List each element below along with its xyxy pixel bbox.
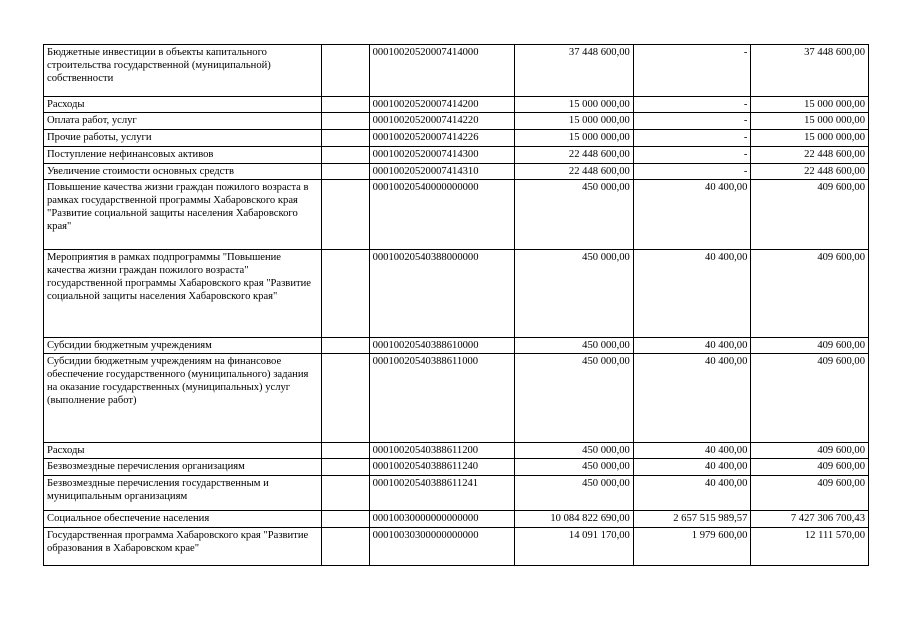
budget-execution-table	[43, 44, 869, 566]
row-unexecuted-cell: 409 600,00	[751, 250, 869, 338]
table-row	[44, 476, 869, 511]
row-executed-cell: 40 400,00	[633, 459, 751, 476]
row-empty-cell	[322, 528, 369, 566]
table-row	[44, 164, 869, 180]
row-name-cell: Поступление нефинансовых активов	[44, 147, 322, 164]
row-name-cell: Расходы	[44, 443, 322, 459]
row-name-cell: Мероприятия в рамках подпрограммы "Повышение качества жизни граждан пожилого возраста" государственной программы Хабаровского края "Развитие социальной защиты населения Хабаровского края"	[44, 250, 322, 338]
row-approved-cell: 450 000,00	[515, 459, 634, 476]
row-executed-cell: 40 400,00	[633, 250, 751, 338]
row-name-cell: Бюджетные инвестиции в объекты капитального строительства государственной (муниципальной) собственности	[44, 45, 322, 97]
row-unexecuted-cell: 15 000 000,00	[751, 113, 869, 130]
row-approved-cell: 450 000,00	[515, 476, 634, 511]
row-unexecuted-cell: 7 427 306 700,43	[751, 511, 869, 528]
row-executed-cell: -	[633, 45, 751, 97]
table-row	[44, 147, 869, 164]
row-approved-cell: 15 000 000,00	[515, 113, 634, 130]
row-code-cell: 00010020540388611200	[369, 443, 515, 459]
table-row	[44, 354, 869, 443]
row-empty-cell	[322, 511, 369, 528]
row-name-cell: Оплата работ, услуг	[44, 113, 322, 130]
row-approved-cell: 450 000,00	[515, 443, 634, 459]
row-unexecuted-cell: 15 000 000,00	[751, 97, 869, 113]
row-approved-cell: 450 000,00	[515, 354, 634, 443]
row-name-cell: Социальное обеспечение населения	[44, 511, 322, 528]
row-empty-cell	[322, 476, 369, 511]
row-executed-cell: -	[633, 147, 751, 164]
row-name-cell: Государственная программа Хабаровского края "Развитие образования в Хабаровском крае"	[44, 528, 322, 566]
row-empty-cell	[322, 180, 369, 250]
row-executed-cell: -	[633, 130, 751, 147]
row-code-cell: 00010030300000000000	[369, 528, 515, 566]
row-executed-cell: 40 400,00	[633, 354, 751, 443]
row-code-cell: 00010020540388611240	[369, 459, 515, 476]
row-name-cell: Субсидии бюджетным учреждениям	[44, 338, 322, 354]
table-row	[44, 528, 869, 566]
row-empty-cell	[322, 113, 369, 130]
row-name-cell: Безвозмездные перечисления государственным и муниципальным организациям	[44, 476, 322, 511]
row-code-cell: 00010020540388610000	[369, 338, 515, 354]
row-unexecuted-cell: 409 600,00	[751, 459, 869, 476]
row-code-cell: 00010020520007414310	[369, 164, 515, 180]
row-unexecuted-cell: 37 448 600,00	[751, 45, 869, 97]
table-row	[44, 113, 869, 130]
row-executed-cell: 40 400,00	[633, 443, 751, 459]
row-executed-cell: -	[633, 113, 751, 130]
table-row	[44, 511, 869, 528]
row-code-cell: 00010020520007414200	[369, 97, 515, 113]
row-approved-cell: 37 448 600,00	[515, 45, 634, 97]
row-empty-cell	[322, 354, 369, 443]
row-code-cell: 00010020520007414000	[369, 45, 515, 97]
row-code-cell: 00010020520007414226	[369, 130, 515, 147]
table-row	[44, 130, 869, 147]
row-name-cell: Безвозмездные перечисления организациям	[44, 459, 322, 476]
row-executed-cell: -	[633, 164, 751, 180]
row-empty-cell	[322, 97, 369, 113]
row-unexecuted-cell: 409 600,00	[751, 443, 869, 459]
row-name-cell: Повышение качества жизни граждан пожилого возраста в рамках государственной программы Хабаровского края "Развитие социальной защиты населения Хабаровского края"	[44, 180, 322, 250]
row-approved-cell: 10 084 822 690,00	[515, 511, 634, 528]
row-empty-cell	[322, 443, 369, 459]
row-unexecuted-cell: 409 600,00	[751, 476, 869, 511]
row-code-cell: 00010020520007414300	[369, 147, 515, 164]
row-unexecuted-cell: 15 000 000,00	[751, 130, 869, 147]
row-executed-cell: 40 400,00	[633, 180, 751, 250]
row-code-cell: 00010030000000000000	[369, 511, 515, 528]
row-unexecuted-cell: 409 600,00	[751, 354, 869, 443]
row-empty-cell	[322, 338, 369, 354]
table-body	[44, 45, 869, 566]
row-empty-cell	[322, 130, 369, 147]
row-executed-cell: -	[633, 97, 751, 113]
row-name-cell: Увеличение стоимости основных средств	[44, 164, 322, 180]
row-empty-cell	[322, 45, 369, 97]
row-empty-cell	[322, 250, 369, 338]
row-name-cell: Расходы	[44, 97, 322, 113]
row-executed-cell: 2 657 515 989,57	[633, 511, 751, 528]
row-unexecuted-cell: 409 600,00	[751, 338, 869, 354]
row-code-cell: 00010020540000000000	[369, 180, 515, 250]
table-row	[44, 97, 869, 113]
row-executed-cell: 40 400,00	[633, 338, 751, 354]
row-code-cell: 00010020540388611241	[369, 476, 515, 511]
row-approved-cell: 450 000,00	[515, 180, 634, 250]
row-approved-cell: 450 000,00	[515, 338, 634, 354]
table-row	[44, 459, 869, 476]
row-approved-cell: 450 000,00	[515, 250, 634, 338]
table-row	[44, 45, 869, 97]
row-unexecuted-cell: 409 600,00	[751, 180, 869, 250]
row-approved-cell: 15 000 000,00	[515, 130, 634, 147]
row-approved-cell: 22 448 600,00	[515, 147, 634, 164]
table-row	[44, 250, 869, 338]
row-code-cell: 00010020540388000000	[369, 250, 515, 338]
row-executed-cell: 40 400,00	[633, 476, 751, 511]
row-approved-cell: 14 091 170,00	[515, 528, 634, 566]
row-code-cell: 00010020520007414220	[369, 113, 515, 130]
row-name-cell: Субсидии бюджетным учреждениям на финансовое обеспечение государственного (муниципального) задания на оказание государственных (муниципальных) услуг (выполнение работ)	[44, 354, 322, 443]
row-approved-cell: 15 000 000,00	[515, 97, 634, 113]
row-approved-cell: 22 448 600,00	[515, 164, 634, 180]
row-code-cell: 00010020540388611000	[369, 354, 515, 443]
row-name-cell: Прочие работы, услуги	[44, 130, 322, 147]
row-unexecuted-cell: 22 448 600,00	[751, 164, 869, 180]
table-row	[44, 338, 869, 354]
row-unexecuted-cell: 22 448 600,00	[751, 147, 869, 164]
row-empty-cell	[322, 147, 369, 164]
table-row	[44, 443, 869, 459]
row-unexecuted-cell: 12 111 570,00	[751, 528, 869, 566]
row-executed-cell: 1 979 600,00	[633, 528, 751, 566]
table-row	[44, 180, 869, 250]
row-empty-cell	[322, 164, 369, 180]
row-empty-cell	[322, 459, 369, 476]
